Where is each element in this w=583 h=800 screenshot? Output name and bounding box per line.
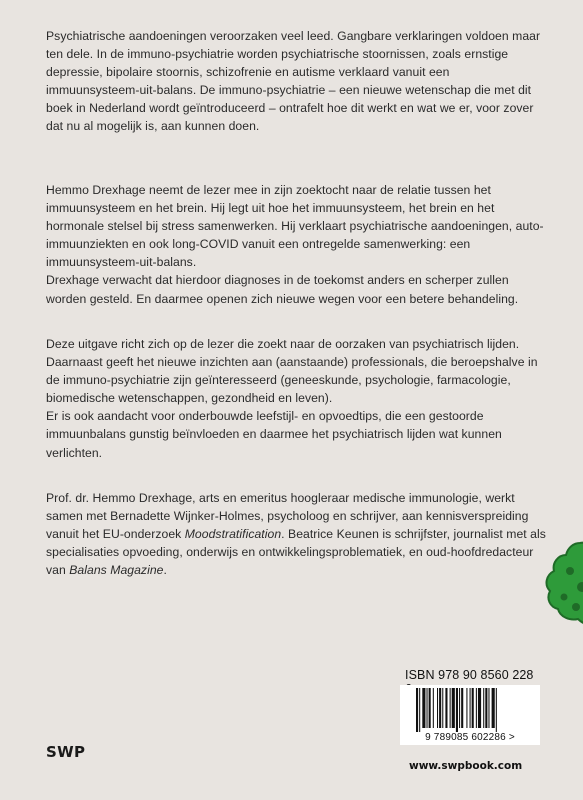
intro-paragraph: [46, 27, 546, 136]
paragraph-text: Er is ook aandacht voor onderbouwde leefstijl- en opvoedtips, die een gestoorde immuunbalans gunstig beïnvloeden en daarmee het psychiatrisch lijden wat kunnen verlichten.: [46, 409, 502, 460]
barcode-bar: [422, 688, 425, 728]
barcode-bar: [488, 688, 489, 728]
author-journey-paragraph: [46, 181, 546, 308]
barcode-bar: [470, 688, 471, 728]
barcode-bar: [461, 688, 463, 728]
paragraph-text: Psychiatrische aandoeningen veroorzaken veel leed. Gangbare verklaringen voldoen maar ten dele. In de immuno-psychiatrie worden psychiatrische stoornissen, zoals ernstige depressie, bipolaire stoornis, schizofrenie en autisme verklaard vanuit een immuunsysteem-uit-balans. De immuno-psychiatrie – een nieuwe wetenschap die met dit boek in Nederland wordt geïntroduceerd – ontrafelt hoe dit werkt en wat we er, voor zover dat nu al mogelijk is, aan kunnen doen.: [46, 29, 541, 134]
barcode-bar: [442, 688, 443, 728]
publisher-logo: SWP: [46, 743, 86, 761]
barcode-bars-icon: [410, 688, 530, 732]
bio-magazine-name: Balans Magazine: [69, 563, 164, 578]
bio-part: Prof. dr. Hemmo Drexhage, arts en emeritus hoogleraar medische immunologie, werkt samen met Bernadette Wijnker-Holmes, psycholoog en schrijver, aan kennisverspreiding vanuit het EU-onderzoek: [46, 491, 529, 542]
bio-text: [46, 489, 546, 579]
barcode-bar: [496, 688, 497, 732]
audience-paragraph: [46, 335, 546, 462]
barcode-bar: [429, 688, 431, 728]
website-url: www.swpbook.com: [409, 760, 523, 772]
bio-part: . Beatrice Keunen is schrijfster, journalist met als specialisaties opvoeding, onderwijs en ontwikkelingsproblematiek, en oud-hoofdredacteur van: [46, 527, 546, 578]
barcode-bar: [439, 688, 441, 728]
barcode-bar: [485, 688, 487, 728]
barcode-bar: [427, 688, 428, 728]
barcode-bar: [452, 688, 455, 728]
barcode-bar: [450, 688, 451, 728]
barcode-bar: [472, 688, 474, 728]
barcode-bar: [445, 688, 447, 728]
paragraph-text: Deze uitgave richt zich op de lezer die zoekt naar de oorzaken van psychiatrisch lijden. Daarnaast geeft het nieuwe inzichten aan (aanstaande) professionals, die beroepshalve in de immuno-psychiatrie zijn geïnteresseerd (geneeskunde, psychologie, farmacologie, biomedische wetenschappen, gezondheid en leven).: [46, 337, 538, 406]
barcode-bar: [476, 688, 477, 728]
barcode-bar: [466, 688, 467, 728]
paragraph-text: Hemmo Drexhage neemt de lezer mee in zijn zoektocht naar de relatie tussen het immuunsysteem en het brein. Hij legt uit hoe het immuunsysteem, het brein en het hormonale stelsel bij stress samenwerken. Hij verklaart psychiatrische aandoeningen, auto-immuunziekten en ook long-COVID vanuit een ontregelde samenwerking: een immuunsysteem-uit-balans.: [46, 183, 544, 270]
barcode-bar: [483, 688, 484, 728]
barcode-bar: [478, 688, 481, 728]
barcode: [400, 685, 540, 745]
barcode-bar: [456, 688, 458, 732]
bio-part: .: [163, 563, 167, 578]
author-bio-paragraph: [46, 489, 546, 579]
barcode-bar: [492, 688, 495, 728]
isbn-label: ISBN 978 90 8560 228: [405, 668, 534, 682]
barcode-bar: [437, 688, 438, 728]
barcode-bar: [433, 688, 434, 728]
barcode-bar: [419, 688, 420, 732]
paragraph-text: Drexhage verwacht dat hierdoor diagnoses in de toekomst anders en scherper zullen worden gesteld. En daarmee openen zich nieuwe wegen voor een betere behandeling.: [46, 273, 519, 306]
barcode-bar: [459, 688, 460, 728]
green-cell-illustration-icon: [540, 535, 583, 635]
bio-project-name: Moodstratification: [184, 527, 282, 542]
barcode-bar: [416, 688, 418, 732]
barcode-digits: 9 789085 602286 >: [425, 732, 515, 743]
